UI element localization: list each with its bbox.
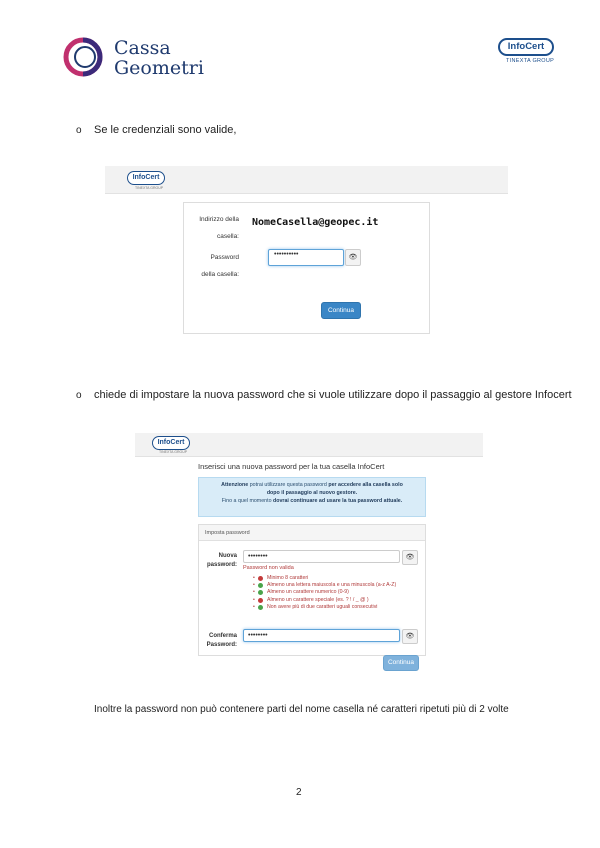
info-line-1 [199, 481, 425, 489]
confirm-password-eye-button[interactable] [402, 629, 418, 644]
shot2-topbar [135, 433, 483, 457]
shot2-password-panel [198, 524, 426, 666]
rule-item [253, 604, 423, 611]
info-line1-a: potrai utilizzare questa password [248, 482, 329, 488]
rule-text: Minimo 8 caratteri [267, 575, 309, 581]
tinexta-group-text: TINEXTA GROUP [506, 58, 555, 64]
rule-text: Almeno una lettera maiuscola e una minuscola (a-z A-Z) [267, 582, 397, 589]
shot1-password-label-2: della casella: [201, 271, 239, 278]
page-number: 2 [296, 787, 302, 798]
rule-fail-icon [258, 598, 263, 603]
shot1-logo-sub: TINEXTA GROUP [135, 186, 164, 190]
rule-item [253, 597, 423, 604]
shot1-address-label [184, 211, 239, 245]
rule-text: Non avere più di due caratteri uguali consecutivi [267, 603, 378, 610]
confirm-password-input[interactable] [243, 629, 400, 642]
panel-header: Imposta password [199, 525, 425, 541]
shot2-title: Inserisci una nuova password per la tua casella InfoCert [198, 462, 385, 471]
rule-text: Almeno un carattere speciale (es. ? ! / _ @ ) [267, 596, 369, 603]
rule-item [253, 589, 423, 596]
rule-item [253, 575, 423, 582]
shot1-eye-button[interactable] [345, 249, 361, 266]
shot1-continua-button[interactable]: Continua [321, 302, 361, 319]
eye-icon: 👁 [348, 254, 358, 261]
rule-ok-icon [258, 605, 263, 610]
rule-text: Almeno un carattere numerico (0-9) [267, 589, 349, 596]
confirm-password-label-1: Conferma [208, 633, 237, 639]
info-line1-b: per accedere alla casella solo [328, 482, 403, 488]
confirm-password-label [199, 632, 237, 650]
new-password-eye-button[interactable] [402, 550, 418, 565]
cassa-geometri-ring-icon [62, 36, 104, 78]
shot1-address-label-2: casella: [216, 233, 239, 240]
password-note: Inoltre la password non può contenere parti del nome casella né caratteri ripetuti più di 2 volte [94, 704, 509, 715]
eye-icon: 👁 [405, 554, 415, 561]
info-line-2 [199, 489, 425, 497]
eye-icon: 👁 [405, 633, 415, 640]
new-password-label-1: Nuova [218, 553, 237, 559]
shot1-password-label-1: Password [210, 254, 239, 261]
shot2-infocert-logo: InfoCert [152, 436, 190, 450]
info-line3-a: Fino a quel momento [221, 498, 273, 504]
shot1-password-label [184, 249, 239, 283]
shot2-continua-button[interactable]: Continua [383, 655, 419, 671]
infocert-logo [498, 38, 556, 68]
new-password-value: •••••••• [248, 553, 268, 560]
bullet-marker: o [76, 125, 82, 136]
shot1-infocert-logo: InfoCert [127, 171, 165, 185]
shot1-password-value: •••••••••• [274, 251, 299, 258]
new-password-input[interactable] [243, 550, 400, 563]
info-attention: Attenzione [221, 482, 249, 488]
info-line3-b: dovrai continuare ad usare la tua password attuale. [273, 498, 403, 504]
confirm-password-label-2: Password: [206, 642, 237, 648]
info-line-3 [199, 497, 425, 505]
confirm-password-value: •••••••• [248, 632, 268, 639]
new-password-label [199, 552, 237, 570]
bullet-text: chiede di impostare la nuova password che si vuole utilizzare dopo il passaggio al gestore Infocert [94, 389, 572, 401]
shot1-topbar [105, 166, 508, 194]
shot1-address-value: NomeCasella@geopec.it [252, 217, 379, 228]
bullet-nuova-password [76, 389, 572, 401]
new-password-label-2: password: [206, 562, 237, 568]
shot2-logo-sub: TINEXTA GROUP [159, 450, 188, 454]
password-rules-list [253, 575, 423, 611]
shot1-login-panel [183, 202, 430, 334]
bullet-credenziali [76, 124, 236, 136]
bullet-marker: o [76, 390, 82, 401]
rule-fail-icon [258, 576, 263, 581]
cassa-geometri-text [114, 38, 204, 78]
geometri-word: Geometri [114, 57, 204, 79]
info-line2: dopo il passaggio al nuovo gestore. [266, 490, 358, 496]
bullet-text: Se le credenziali sono valide, [94, 124, 237, 136]
rule-ok-icon [258, 583, 263, 588]
rule-ok-icon [258, 590, 263, 595]
password-error: Password non valida [243, 565, 294, 571]
infocert-logo-text: InfoCert [498, 38, 554, 56]
cassa-word: Cassa [114, 37, 171, 59]
rule-item [253, 582, 423, 589]
shot1-password-input[interactable] [268, 249, 344, 266]
shot2-info-box [198, 477, 426, 517]
shot1-address-label-1: Indirizzo della [199, 216, 239, 223]
cassa-geometri-logo [62, 36, 222, 82]
